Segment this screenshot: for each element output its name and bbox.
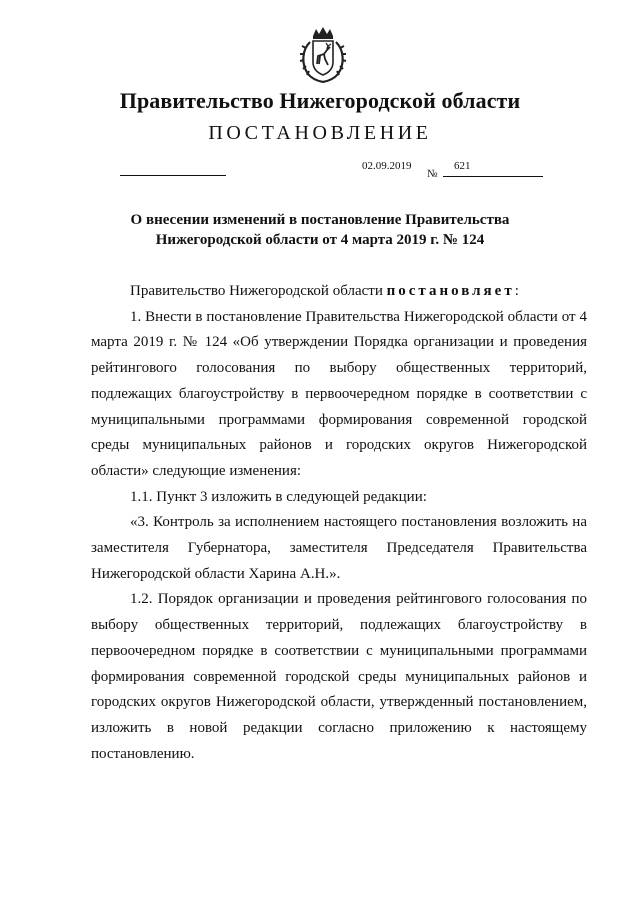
number-underline — [443, 176, 543, 177]
government-name: Правительство Нижегородской области — [119, 88, 521, 113]
paragraph-1-1: 1.1. Пункт 3 изложить в следующей редакции: — [130, 488, 427, 505]
intro-paragraph — [91, 279, 587, 305]
subject-line-2: Нижегородской области от 4 марта 2019 г. № 124 — [155, 232, 485, 248]
paragraph-1: 1. Внести в постановление Правительства Нижегородской области от 4 марта 2019 г. № 124 «Об утверждении Порядка организации и проведения рейтингового голосования по выбору общественных территорий, подлежащих благоустройству в первоочередном порядке в соответствии с муниципальными программами формирования современной городской среды муниципальных районов и городских округов Нижегородской области» следующие изменения: — [91, 308, 587, 479]
signature-line-left — [120, 175, 226, 176]
document-number: 621 — [454, 160, 471, 172]
document-body — [91, 279, 587, 767]
intro-prefix: Правительство Нижегородской области — [130, 283, 387, 299]
number-sign: № — [427, 168, 438, 180]
paragraph-1-2: 1.2. Порядок организации и проведения рейтингового голосования по выбору общественных территорий, подлежащих благоустройству в первоочередном порядке в соответствии с муниципальными программами формирования современной городской среды муниципальных районов и городских округов Нижегородской области, утвержденный постановлением, изложить в новой редакции согласно приложению к настоящему постановлению. — [91, 591, 587, 762]
intro-decree-word: постановляет — [386, 283, 515, 299]
intro-suffix: : — [514, 283, 519, 299]
paragraph-quote: «3. Контроль за исполнением настоящего постановления возложить на заместителя Губернатора, заместителя Председателя Правительства Нижегородской области Харина А.Н.». — [91, 514, 587, 582]
document-date: 02.09.2019 — [362, 160, 412, 172]
subject-line-1: О внесении изменений в постановление Правительства — [130, 212, 510, 228]
coat-of-arms-icon — [298, 26, 348, 84]
document-type: ПОСТАНОВЛЕНИЕ — [208, 122, 432, 144]
document-subject — [100, 210, 540, 250]
